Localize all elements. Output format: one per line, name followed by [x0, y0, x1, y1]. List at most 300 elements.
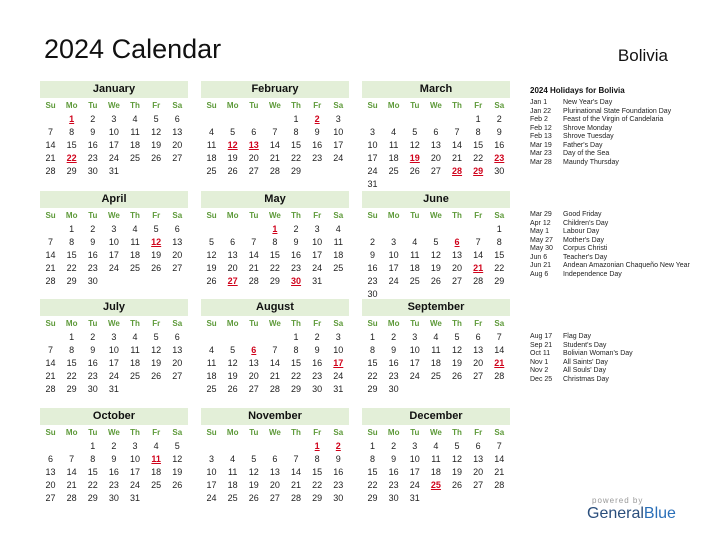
day-cell: 7 [293, 454, 299, 464]
day-cell: 28 [494, 480, 505, 490]
day-cell: 7 [475, 237, 481, 247]
day-cell: 23 [87, 263, 98, 273]
weekday-label: Su [367, 428, 378, 437]
day-cell: 15 [473, 140, 484, 150]
day-grid [40, 331, 188, 396]
day-cell: 30 [494, 166, 505, 176]
weekday-row [40, 209, 188, 223]
month-header: August [201, 299, 349, 316]
day-cell: 20 [172, 250, 183, 260]
day-cell: 3 [132, 441, 138, 451]
day-cell: 30 [388, 493, 399, 503]
day-cell: 29 [291, 166, 302, 176]
day-cell: 15 [269, 250, 280, 260]
day-cell: 24 [312, 263, 323, 273]
weekday-label: Tu [410, 428, 420, 437]
holiday-day-cell: 22 [66, 153, 77, 163]
weekday-label: Su [367, 211, 378, 220]
empty-cell [362, 223, 383, 236]
day-cell: 31 [108, 166, 119, 176]
weekday-label: We [269, 211, 281, 220]
day-cell: 24 [108, 153, 119, 163]
month-october [40, 408, 188, 505]
weekday-label: Mo [65, 211, 78, 220]
holiday-date: Feb 2 [530, 116, 548, 123]
day-cell: 1 [475, 114, 481, 124]
weekday-label: Su [45, 101, 56, 110]
day-cell: 23 [87, 153, 98, 163]
day-cell: 30 [108, 493, 119, 503]
day-cell: 29 [494, 276, 505, 286]
holiday-item [530, 367, 700, 376]
day-cell: 5 [454, 332, 460, 342]
day-cell: 8 [496, 237, 502, 247]
day-cell: 23 [312, 371, 323, 381]
day-cell: 11 [130, 237, 140, 247]
day-cell: 1 [293, 114, 299, 124]
day-cell: 26 [151, 263, 162, 273]
day-cell: 9 [496, 127, 502, 137]
day-cell: 23 [87, 371, 98, 381]
day-cell: 19 [206, 263, 217, 273]
day-cell: 29 [312, 493, 323, 503]
holiday-name: Shrove Monday [563, 124, 613, 132]
day-grid [362, 331, 510, 396]
holiday-item [530, 142, 700, 151]
holiday-item [530, 237, 700, 246]
day-cell: 25 [151, 480, 162, 490]
weekday-label: Su [206, 319, 217, 328]
brand-part-2: Blue [643, 505, 676, 522]
holiday-day-cell: 30 [291, 276, 302, 286]
day-cell: 24 [333, 371, 344, 381]
day-cell: 17 [130, 467, 141, 477]
day-cell: 17 [206, 480, 217, 490]
day-cell: 25 [130, 263, 141, 273]
holiday-name: Corpus Christi [563, 245, 608, 252]
day-cell: 19 [151, 358, 162, 368]
day-cell: 15 [367, 358, 378, 368]
day-cell: 16 [108, 467, 119, 477]
day-cell: 15 [291, 358, 302, 368]
empty-cell [222, 113, 243, 126]
day-cell: 10 [130, 454, 141, 464]
day-cell: 17 [409, 358, 420, 368]
weekday-label: Mo [226, 211, 239, 220]
holiday-date: Jun 6 [530, 253, 548, 261]
day-cell: 18 [333, 250, 344, 260]
weekday-label: Sa [494, 319, 505, 328]
weekday-row [362, 317, 510, 331]
day-cell: 4 [230, 454, 236, 464]
weekday-label: Su [367, 319, 378, 328]
day-cell: 23 [333, 480, 344, 490]
page-title: 2024 Calendar [44, 34, 222, 64]
holiday-date: Jun 21 [530, 262, 552, 269]
day-cell: 26 [151, 371, 162, 381]
day-cell: 20 [227, 263, 238, 273]
day-grid [201, 113, 349, 178]
day-cell: 12 [430, 250, 441, 260]
day-cell: 2 [90, 224, 96, 234]
holiday-item [530, 133, 700, 142]
day-cell: 4 [433, 332, 439, 342]
day-cell: 14 [269, 358, 280, 368]
day-cell: 26 [430, 276, 441, 286]
day-cell: 13 [430, 140, 441, 150]
weekday-label: Fr [152, 101, 161, 110]
day-cell: 12 [151, 127, 162, 137]
day-cell: 25 [130, 153, 141, 163]
holiday-date: Sep 21 [530, 341, 553, 349]
day-cell: 9 [335, 454, 341, 464]
day-cell: 13 [45, 467, 56, 477]
day-cell: 20 [473, 467, 484, 477]
day-cell: 11 [410, 250, 420, 260]
day-cell: 1 [293, 332, 299, 342]
day-cell: 22 [269, 263, 280, 273]
weekday-label: Th [452, 428, 462, 437]
empty-cell [222, 331, 243, 344]
holiday-item [530, 220, 700, 229]
day-cell: 13 [172, 345, 183, 355]
day-cell: 6 [48, 454, 54, 464]
day-cell: 1 [90, 441, 96, 451]
holiday-day-cell: 23 [494, 153, 505, 163]
day-grid [201, 223, 349, 288]
holiday-item [530, 376, 700, 385]
day-cell: 23 [367, 276, 378, 286]
day-cell: 14 [494, 454, 505, 464]
weekday-label: Tu [410, 319, 420, 328]
day-cell: 30 [367, 289, 378, 299]
holiday-item [530, 150, 700, 159]
day-cell: 29 [66, 166, 77, 176]
day-cell: 3 [391, 237, 397, 247]
month-december [362, 408, 510, 505]
day-cell: 5 [209, 237, 215, 247]
day-cell: 5 [433, 237, 439, 247]
day-cell: 10 [388, 250, 399, 260]
day-cell: 18 [130, 358, 141, 368]
month-june [362, 191, 510, 301]
weekday-label: Fr [474, 211, 483, 220]
day-cell: 25 [130, 371, 141, 381]
weekday-label: Mo [65, 319, 78, 328]
weekday-label: Tu [249, 428, 259, 437]
day-cell: 21 [269, 371, 280, 381]
empty-cell [40, 331, 61, 344]
month-february [201, 81, 349, 178]
holiday-day-cell: 6 [251, 345, 257, 355]
holiday-name: Labour Day [563, 228, 600, 235]
holiday-date: May 30 [530, 245, 553, 252]
day-cell: 26 [227, 166, 238, 176]
day-cell: 14 [45, 140, 56, 150]
day-cell: 3 [111, 224, 117, 234]
day-cell: 12 [227, 358, 238, 368]
day-cell: 27 [45, 493, 56, 503]
holiday-date: Jan 22 [530, 107, 552, 115]
holiday-day-cell: 2 [314, 114, 320, 124]
holiday-date: Jan 1 [530, 99, 548, 106]
day-cell: 1 [496, 224, 502, 234]
weekday-label: Th [291, 428, 301, 437]
holiday-item [530, 228, 700, 237]
weekday-label: Sa [172, 428, 183, 437]
holiday-name: Maundy Thursday [563, 158, 619, 166]
day-cell: 10 [333, 345, 344, 355]
day-cell: 17 [108, 250, 119, 260]
day-cell: 24 [333, 153, 344, 163]
day-cell: 22 [87, 480, 98, 490]
weekday-label: Th [291, 101, 301, 110]
day-cell: 6 [433, 127, 439, 137]
day-cell: 26 [409, 166, 420, 176]
day-cell: 12 [172, 454, 183, 464]
holiday-item [530, 99, 700, 108]
empty-cell [201, 113, 222, 126]
day-cell: 9 [90, 237, 96, 247]
holiday-date: May 1 [530, 228, 550, 235]
day-cell: 23 [291, 263, 302, 273]
weekday-label: Th [452, 101, 462, 110]
day-cell: 30 [87, 276, 98, 286]
day-cell: 21 [45, 371, 56, 381]
weekday-label: Su [45, 211, 56, 220]
day-cell: 11 [130, 345, 140, 355]
day-cell: 20 [248, 371, 259, 381]
day-cell: 24 [108, 263, 119, 273]
weekday-label: Fr [313, 319, 322, 328]
month-header: April [40, 191, 188, 208]
weekday-label: Tu [249, 101, 259, 110]
day-cell: 6 [272, 454, 278, 464]
day-cell: 2 [496, 114, 502, 124]
day-cell: 20 [473, 358, 484, 368]
holiday-name: Plurinational State Foundation Day [563, 107, 672, 115]
day-cell: 31 [130, 493, 141, 503]
day-cell: 30 [87, 166, 98, 176]
holiday-date: Aug 17 [530, 333, 553, 340]
weekday-label: We [108, 101, 120, 110]
day-cell: 15 [87, 467, 98, 477]
day-cell: 3 [370, 127, 376, 137]
holiday-day-cell: 13 [248, 140, 259, 150]
day-cell: 25 [206, 166, 217, 176]
day-cell: 22 [291, 371, 302, 381]
day-cell: 1 [370, 332, 376, 342]
country-name: Bolivia [617, 46, 668, 65]
day-cell: 5 [230, 127, 236, 137]
day-cell: 14 [45, 250, 56, 260]
weekday-label: Fr [313, 101, 322, 110]
empty-cell [447, 223, 468, 236]
day-cell: 21 [248, 263, 259, 273]
day-grid [362, 440, 510, 505]
holiday-list-group-2 [530, 211, 700, 279]
weekday-label: Sa [494, 211, 505, 220]
weekday-label: We [269, 428, 281, 437]
weekday-label: Mo [226, 101, 239, 110]
holiday-date: Aug 6 [530, 270, 549, 278]
day-cell: 27 [248, 384, 259, 394]
day-cell: 22 [312, 480, 323, 490]
weekday-label: Su [206, 428, 217, 437]
day-cell: 10 [108, 345, 119, 355]
holiday-name: Andean Amazonian Chaqueño New Year [563, 262, 690, 269]
holiday-name: Day of the Sea [563, 150, 610, 157]
day-cell: 10 [108, 127, 119, 137]
holiday-day-cell: 21 [494, 358, 505, 368]
day-cell: 18 [388, 153, 399, 163]
holiday-item [530, 350, 700, 359]
weekday-label: Tu [249, 319, 259, 328]
month-header: January [40, 81, 188, 98]
weekday-label: Th [452, 211, 462, 220]
holiday-item [530, 108, 700, 117]
day-cell: 29 [367, 493, 378, 503]
day-cell: 24 [367, 166, 378, 176]
day-cell: 22 [367, 371, 378, 381]
holiday-name: Flag Day [563, 333, 592, 340]
day-cell: 18 [206, 371, 217, 381]
holiday-name: Mother's Day [563, 236, 605, 244]
empty-cell [40, 440, 61, 453]
day-cell: 28 [45, 276, 56, 286]
weekday-label: Tu [88, 211, 98, 220]
weekday-label: We [430, 211, 442, 220]
day-cell: 14 [248, 250, 259, 260]
day-cell: 20 [248, 153, 259, 163]
holiday-item [530, 245, 700, 254]
day-cell: 7 [48, 127, 54, 137]
weekday-label: Sa [494, 101, 505, 110]
weekday-label: Mo [387, 101, 400, 110]
day-cell: 28 [473, 276, 484, 286]
day-cell: 2 [293, 224, 299, 234]
holiday-day-cell: 1 [69, 114, 75, 124]
day-cell: 15 [66, 140, 77, 150]
day-cell: 5 [251, 454, 257, 464]
day-cell: 31 [333, 384, 344, 394]
month-header: March [362, 81, 510, 98]
holiday-date: Mar 23 [530, 150, 552, 157]
day-cell: 8 [370, 454, 376, 464]
empty-cell [362, 113, 383, 126]
empty-cell [264, 440, 285, 453]
day-cell: 17 [108, 140, 119, 150]
day-cell: 11 [206, 358, 217, 368]
weekday-label: Fr [152, 428, 161, 437]
holiday-name: Independence Day [563, 270, 622, 278]
day-cell: 16 [312, 358, 323, 368]
day-grid [40, 440, 188, 505]
month-header: October [40, 408, 188, 425]
month-may [201, 191, 349, 288]
day-cell: 5 [454, 441, 460, 451]
day-cell: 14 [473, 250, 484, 260]
day-cell: 23 [388, 480, 399, 490]
weekday-label: Fr [474, 101, 483, 110]
day-cell: 6 [230, 237, 236, 247]
day-cell: 9 [314, 127, 320, 137]
day-cell: 1 [69, 332, 75, 342]
day-cell: 26 [172, 480, 183, 490]
weekday-label: Su [206, 211, 217, 220]
day-cell: 20 [452, 263, 463, 273]
day-cell: 7 [69, 454, 75, 464]
day-cell: 15 [494, 250, 505, 260]
empty-cell [40, 223, 61, 236]
day-cell: 21 [452, 153, 463, 163]
weekday-label: Th [130, 319, 140, 328]
day-cell: 8 [69, 237, 75, 247]
day-cell: 16 [388, 467, 399, 477]
weekday-row [362, 99, 510, 113]
weekday-label: We [108, 319, 120, 328]
day-cell: 1 [69, 224, 75, 234]
day-cell: 16 [87, 250, 98, 260]
day-cell: 16 [333, 467, 344, 477]
day-cell: 10 [312, 237, 323, 247]
holiday-item [530, 125, 700, 134]
day-cell: 1 [370, 441, 376, 451]
holiday-name: Father's Day [563, 141, 603, 149]
day-cell: 19 [430, 263, 441, 273]
holiday-name: Shrove Tuesday [563, 133, 614, 140]
holiday-day-cell: 6 [454, 237, 460, 247]
holiday-item [530, 333, 700, 342]
day-cell: 12 [409, 140, 420, 150]
day-cell: 9 [111, 454, 117, 464]
day-cell: 13 [473, 345, 484, 355]
holiday-item [530, 159, 700, 168]
day-cell: 23 [108, 480, 119, 490]
holiday-date: Apr 12 [530, 219, 551, 227]
weekday-row [362, 426, 510, 440]
empty-cell [383, 113, 404, 126]
day-cell: 27 [172, 371, 183, 381]
day-cell: 20 [430, 153, 441, 163]
day-cell: 18 [130, 140, 141, 150]
day-cell: 30 [312, 384, 323, 394]
weekday-label: Th [291, 211, 301, 220]
day-cell: 16 [87, 140, 98, 150]
day-cell: 10 [367, 140, 378, 150]
weekday-label: We [269, 101, 281, 110]
day-cell: 29 [87, 493, 98, 503]
day-cell: 24 [409, 371, 420, 381]
day-grid [201, 440, 349, 505]
day-cell: 28 [269, 384, 280, 394]
holiday-item [530, 116, 700, 125]
holiday-name: Christmas Day [563, 375, 609, 383]
day-cell: 26 [452, 371, 463, 381]
day-cell: 7 [496, 332, 502, 342]
weekday-label: Fr [313, 428, 322, 437]
month-april [40, 191, 188, 288]
powered-by-text: powered by [592, 496, 644, 505]
day-cell: 28 [494, 371, 505, 381]
holiday-day-cell: 19 [409, 153, 420, 163]
day-cell: 11 [228, 467, 238, 477]
month-november [201, 408, 349, 505]
day-cell: 16 [494, 140, 505, 150]
day-cell: 11 [431, 454, 441, 464]
day-cell: 12 [452, 454, 463, 464]
holiday-date: Dec 25 [530, 375, 553, 383]
